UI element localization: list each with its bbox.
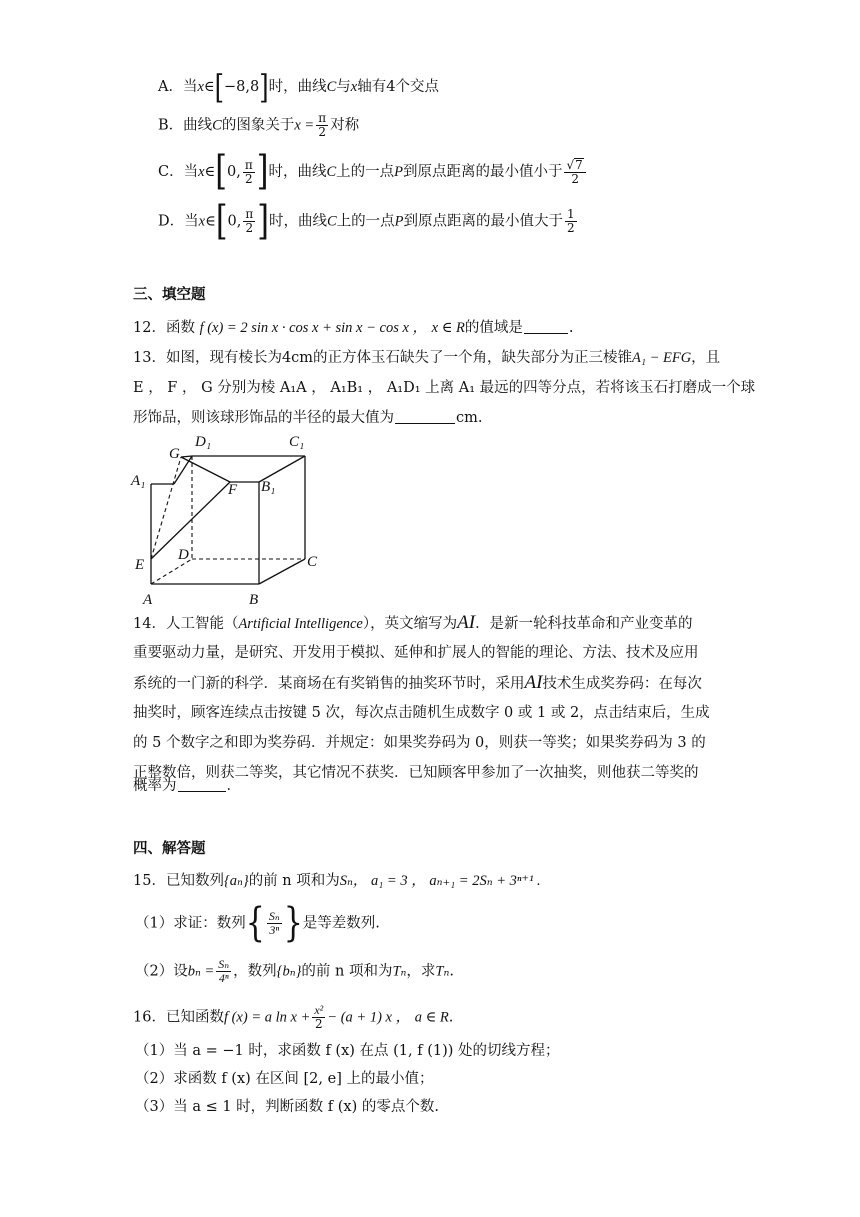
question-16-stem: 16．已知函数f (x) = a ln x + $\frac{\text{x²}}{2}$ − (a + 1) x ， a ∈ R. — [133, 1003, 454, 1031]
question-13-line2: E ， F ， G 分别为棱 A₁A ， A₁B₁ ， A₁D₁ 上离 A₁ 最远的四等分点，若将该玉石打磨成一个球 — [133, 380, 756, 396]
answer-blank — [524, 319, 568, 334]
label-a: A — [143, 592, 153, 608]
option-d: D．当x∈[0, $\frac{\pi}{2}$ ]时，曲线C上的一点P到原点距离的最小值大于 $\frac{1}{2}$ — [158, 197, 575, 245]
option-a: A．当x∈[−8,8]时，曲线C与x轴有4个交点 — [158, 68, 439, 106]
question-16-part1: （1）当 a = −1 时，求函数 f (x) 在点 (1, f (1)) 处的切线方程； — [135, 1043, 560, 1059]
question-14-line1: 14．人工智能（Artificial Intelligence），英文缩写为AI．是新一轮科技革命和产业变革的 — [133, 612, 693, 633]
one-half: $\frac{1}{2}$ — [567, 207, 575, 235]
section-heading-fill-blank: 三、填空题 — [133, 287, 206, 303]
question-12: 12．函数 f (x) = 2 sin x · cos x + sin x − cos x ， x ∈ R的值域是 . — [133, 320, 574, 336]
label-c: C — [307, 554, 318, 570]
question-15-part2: （2）设bₙ = $\frac{\text{Sₙ}}{\text{4ⁿ}}$ ，数列{bₙ}的前 n 项和为Tₙ，求Tₙ. — [135, 957, 454, 985]
cube-diagram — [125, 428, 325, 610]
sqrt7-over-2: $\frac{√7}{2}$ — [564, 158, 585, 186]
question-14-line5: 的 5 个数字之和即为奖券码．并规定：如果奖券码为 0，则获一等奖；如果奖券码为 3 的 — [133, 735, 706, 751]
label-b: B — [249, 592, 259, 608]
answer-blank — [178, 777, 226, 792]
label-d1: D₁ — [195, 434, 212, 450]
question-15-stem: 15．已知数列{aₙ}的前 n 项和为Sₙ， a₁ = 3 ， aₙ₊₁ = 2Sₙ + 3ⁿ⁺¹ . — [133, 873, 541, 889]
question-14-line4: 抽奖时，顾客连续点击按键 5 次，每次点击随机生成数字 0 或 1 或 2，点击结束后，生成 — [133, 705, 710, 721]
fraction: $\frac{\pi}{2}$ — [318, 111, 327, 139]
edge-e-f — [151, 482, 230, 559]
label-a1: A₁ — [131, 473, 146, 489]
label-f: F — [228, 482, 238, 498]
answer-blank — [395, 409, 455, 424]
question-16-part2: （2）求函数 f (x) 在区间 [2, e] 上的最小值； — [135, 1071, 434, 1087]
label-g: G — [169, 446, 180, 462]
question-14-line3: 系统的一门新的科学．某商场在有奖销售的抽奖环节时，采用AI技术生成奖券码：在每次 — [133, 672, 702, 693]
question-14-line2: 重要驱动力量，是研究、开发用于模拟、延伸和扩展人的智能的理论、方法、技术及应用 — [133, 645, 699, 661]
question-15-part1: （1）求证：数列{ $\frac{\text{Sₙ}}{\text{3ⁿ}}$ }是等差数列. — [135, 899, 380, 947]
edge-f-g — [181, 457, 230, 482]
option-c: C．当x∈[0, $\frac{\pi}{2}$ ]时，曲线C上的一点P到原点距离的最小值小于 $\frac{√7}{2}$ — [158, 158, 588, 186]
label-b1: B₁ — [261, 479, 276, 495]
section-heading-solutions: 四、解答题 — [133, 841, 206, 857]
question-13-line1: 13．如图，现有棱长为4cm的正方体玉石缺失了一个角，缺失部分为正三棱锥A₁ − EFG，且 — [133, 350, 721, 366]
question-14-line6: 正整数倍，则获二等奖，其它情况不获奖．已知顾客甲参加了一次抽奖，则他获二等奖的 — [133, 765, 699, 781]
question-13-line3: 形饰品，则该球形饰品的半径的最大值为 cm. — [133, 410, 483, 426]
question-16-part3: （3）当 a ≤ 1 时，判断函数 f (x) 的零点个数. — [135, 1099, 439, 1115]
interval-a: −8,8 — [224, 79, 260, 95]
option-b: B．曲线C的图象关于x = $\frac{\pi}{2}$ 对称 — [158, 111, 360, 139]
question-14-line7: 概率为 ． — [133, 778, 241, 794]
label-e: E — [135, 557, 145, 573]
label-d: D — [178, 547, 189, 563]
label-c1: C₁ — [289, 434, 305, 450]
